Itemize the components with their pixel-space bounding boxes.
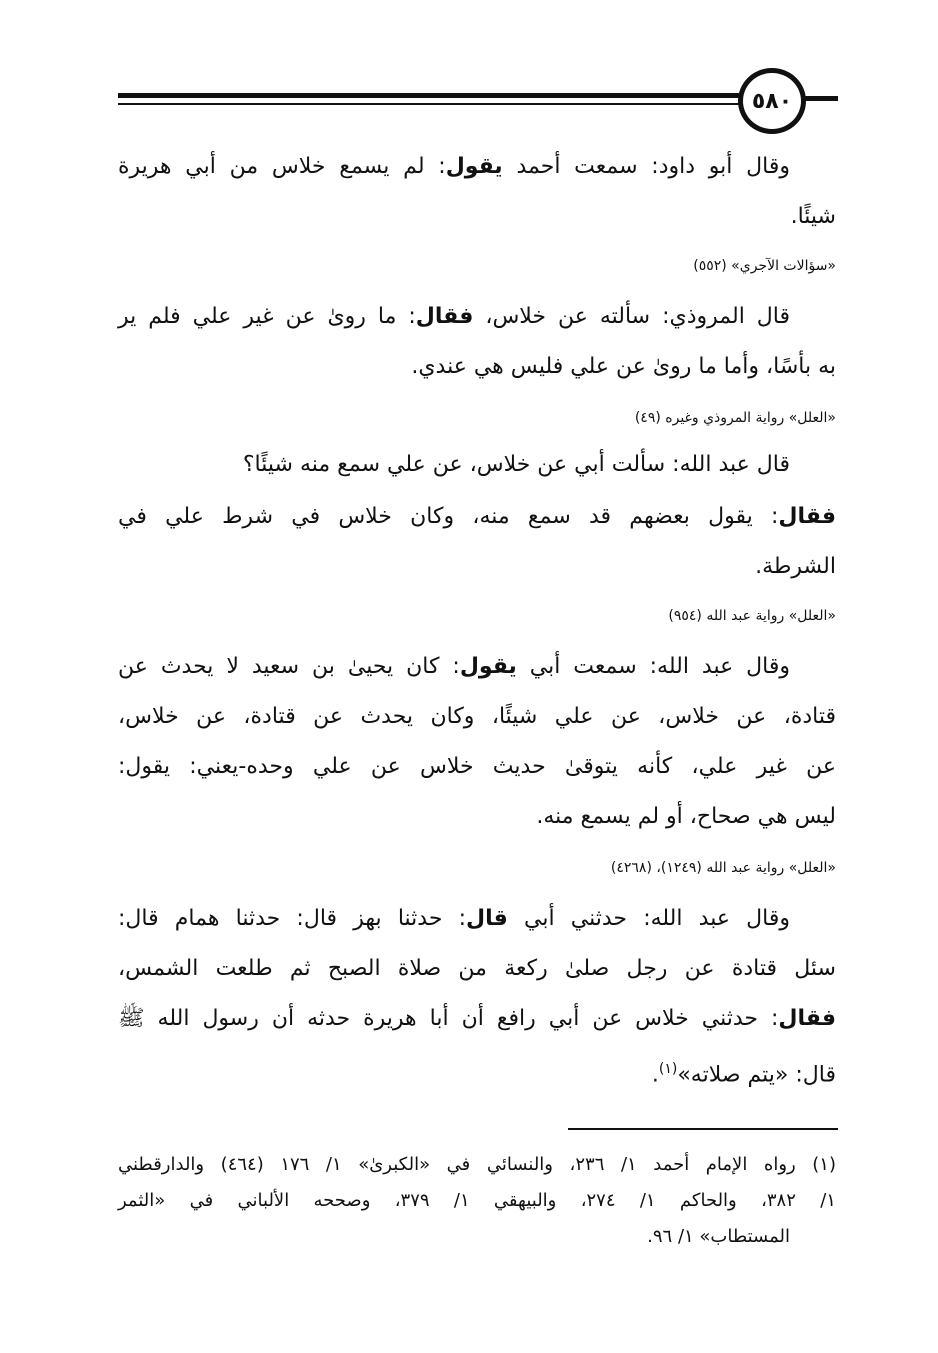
text-run: وقال عبد الله: سمعت أبي [516,654,790,679]
bold-text-run: فقال [415,304,474,329]
text-run: وقال عبد الله: حدثني أبي [507,906,791,931]
text-line [118,1004,836,1034]
source-citation: «العلل» رواية المروذي وغيره (٤٩) [634,410,836,426]
text-run: الشرطة. [755,554,836,579]
text-line [118,752,836,782]
text-run: : حدثنا بهز قال: حدثنا همام قال: [118,906,467,931]
text-run: شيئًا. [790,204,836,229]
footnote-line: المستطاب» ١/ ٩٦. [647,1226,790,1247]
text-run: : لم يسمع خلاس من أبي هريرة [118,154,446,179]
text-run: ليس هي صحاح، أو لم يسمع منه. [536,804,836,829]
text-run: : ما روىٰ عن غير علي فلم ير [118,304,416,329]
text-line [755,552,836,582]
text-line [411,352,836,382]
source-citation: «سؤالات الآجري» (٥٥٢) [693,258,836,274]
text-run: . [651,1062,659,1088]
text-line [536,802,836,832]
source-citation: «العلل» رواية عبد الله (٩٥٤) [668,608,836,624]
bold-text-run: يقول [445,154,503,179]
text-line [652,1054,836,1090]
text-line [243,450,790,480]
text-line [118,152,790,182]
bold-text-run: يقول [459,654,517,679]
source-citation: «العلل» رواية عبد الله (١٢٤٩)، (٤٢٦٨) [610,860,836,876]
header-rule-bottom [118,103,740,105]
text-run: قال عبد الله: سألت أبي عن خلاس، عن علي سمع منه شيئًا؟ [242,452,790,477]
header-rule-top [118,93,740,98]
text-line [118,904,790,934]
header-rule-right [804,96,838,101]
text-run: قتادة، عن خلاس، عن علي شيئًا، وكان يحدث عن قتادة، عن خلاس، [118,704,836,729]
text-run: به بأسًا، وأما ما روىٰ عن علي فليس هي عندي. [411,354,836,379]
footnote-separator [568,1128,838,1130]
text-line [118,702,836,732]
page-number: ٥٨٠ [738,68,806,134]
text-run: : يقول بعضهم قد سمع منه، وكان خلاس في شرط علي في [118,504,779,529]
footnote-reference: (١) [658,1061,678,1077]
footnote-line: ١/ ٣٨٢، والحاكم ١/ ٢٧٤، والبيهقي ١/ ٣٧٩، وصححه الألباني في «الثمر [118,1190,836,1211]
text-run: قال: «يتم صلاته» [677,1062,836,1088]
text-line [118,302,790,332]
text-run: وقال أبو داود: سمعت أحمد [502,154,790,179]
bold-text-run: فقال [778,504,836,529]
text-run: عن غير علي، كأنه يتوقىٰ حديث خلاس عن علي وحده-يعني: يقول: [118,754,836,779]
text-line [118,954,836,984]
text-run: قال المروذي: سألته عن خلاس، [473,304,790,329]
bold-text-run: فقال [778,1006,836,1031]
text-run: : حدثني خلاس عن أبي رافع أن أبا هريرة حدثه أن رسول الله ﷺ [118,1006,779,1031]
footnote-line: (١) رواه الإمام أحمد ١/ ٢٣٦، والنسائي في «الكبرىٰ» ١/ ١٧٦ (٤٦٤) والدارقطني [118,1154,836,1175]
bold-text-run: قال [466,906,508,931]
text-run: سئل قتادة عن رجل صلىٰ ركعة من صلاة الصبح ثم طلعت الشمس، [118,956,836,981]
text-line [118,652,790,682]
text-line [118,502,836,532]
text-run: : كان يحيىٰ بن سعيد لا يحدث عن [118,654,460,679]
text-line [791,202,836,232]
